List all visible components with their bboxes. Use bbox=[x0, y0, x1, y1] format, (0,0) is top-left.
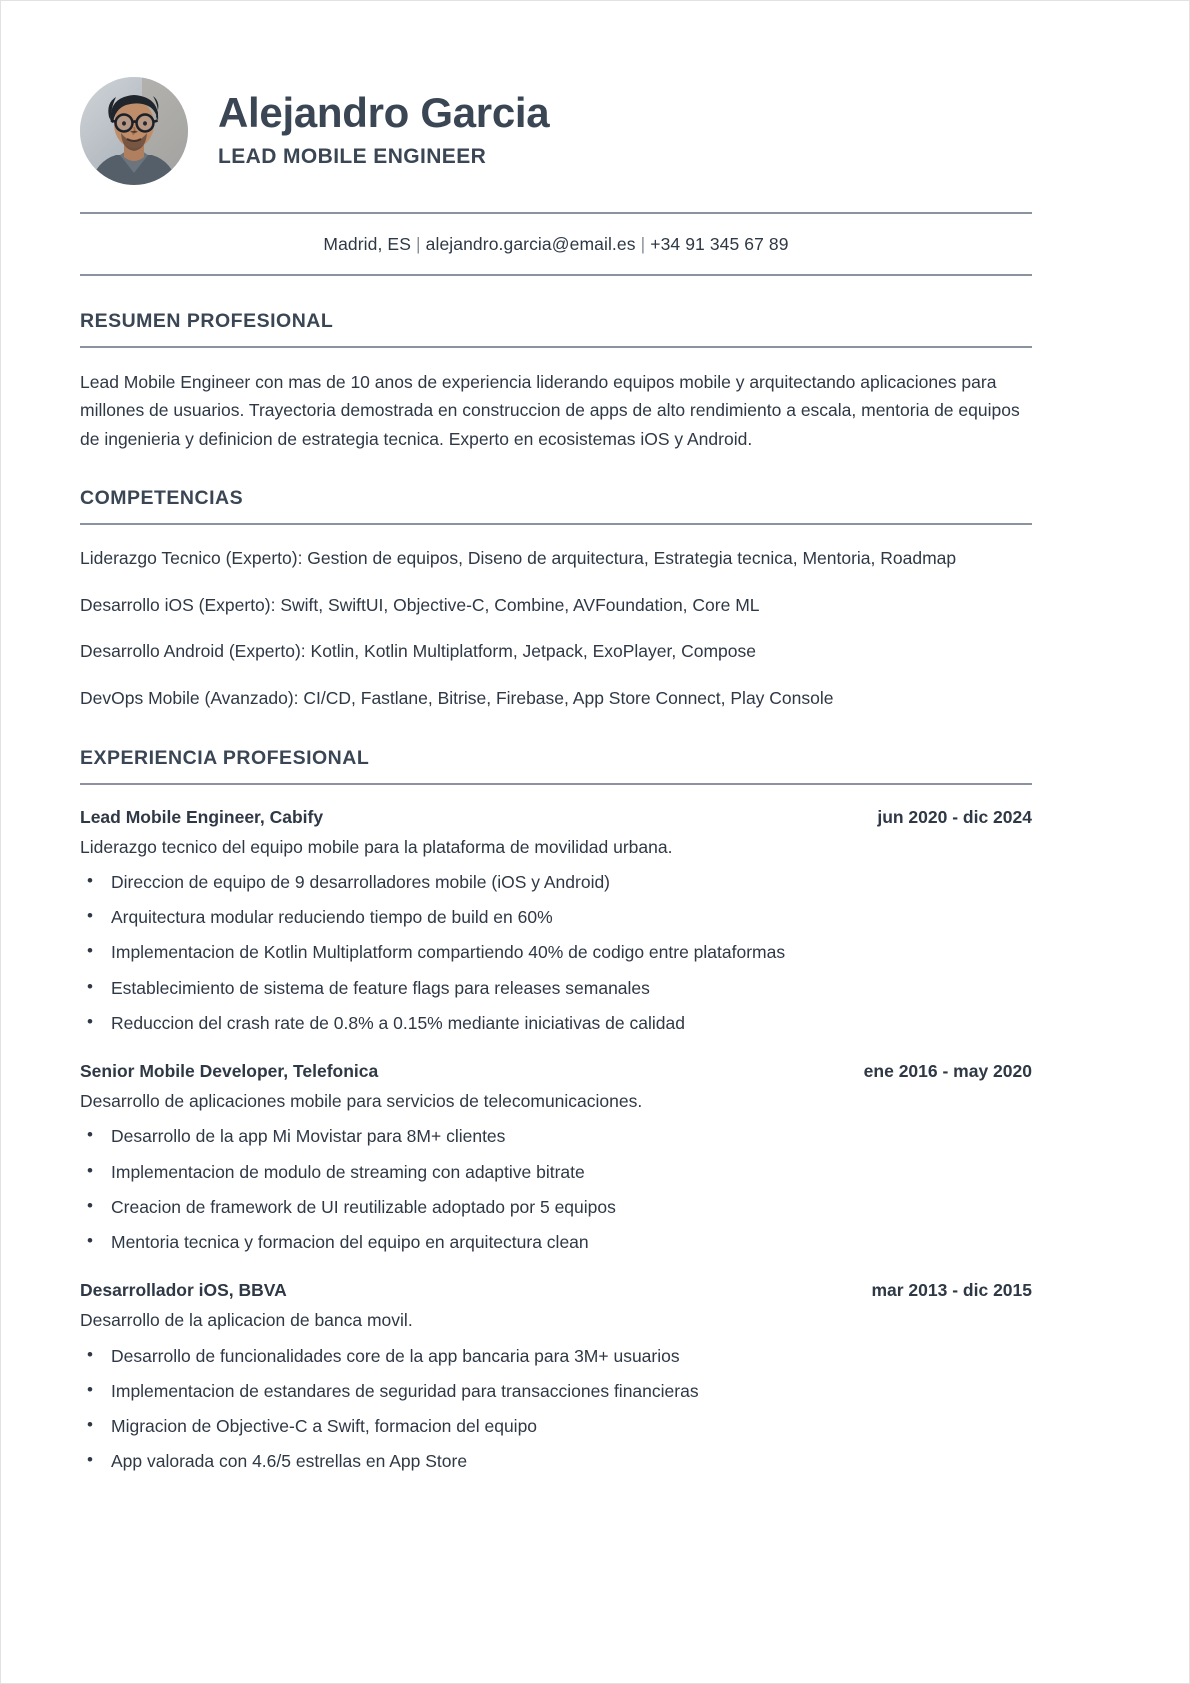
job-title: Desarrollador iOS, BBVA bbox=[80, 1280, 287, 1301]
job-bullet bbox=[80, 904, 1032, 930]
job-bullet-list bbox=[80, 1343, 1032, 1475]
job-bullet bbox=[80, 1010, 1032, 1036]
candidate-name: Alejandro Garcia bbox=[218, 88, 550, 136]
contact-line bbox=[80, 214, 1032, 274]
job-description: Liderazgo tecnico del equipo mobile para la plataforma de movilidad urbana. bbox=[80, 836, 673, 857]
section-rule-skills bbox=[80, 523, 1032, 525]
resume-header bbox=[80, 1, 1032, 185]
job-bullet-text: Direccion de equipo de 9 desarrolladores mobile (iOS y Android) bbox=[111, 871, 611, 892]
job-bullet-text: App valorada con 4.6/5 estrellas en App Store bbox=[111, 1451, 468, 1472]
bullet-dot-icon: • bbox=[87, 1379, 93, 1399]
bullet-dot-icon: • bbox=[87, 976, 93, 996]
resume-content bbox=[80, 1, 1032, 1475]
skill-line: DevOps Mobile (Avanzado): CI/CD, Fastlane, Bitrise, Firebase, App Store Connect, Play Console bbox=[80, 687, 834, 708]
bullet-dot-icon: • bbox=[87, 1011, 93, 1031]
job-description: Desarrollo de aplicaciones mobile para servicios de telecomunicaciones. bbox=[80, 1091, 643, 1112]
job-bullet-text: Implementacion de modulo de streaming con adaptive bitrate bbox=[111, 1161, 585, 1182]
job-header bbox=[80, 1280, 1032, 1301]
job-bullet-text: Desarrollo de la app Mi Movistar para 8M+ clientes bbox=[111, 1126, 506, 1147]
job-entry bbox=[80, 1061, 1032, 1255]
job-bullet bbox=[80, 869, 1032, 895]
bullet-dot-icon: • bbox=[87, 1160, 93, 1180]
jobs-list bbox=[80, 807, 1032, 1475]
job-bullet-text: Arquitectura modular reduciendo tiempo de build en 60% bbox=[111, 907, 553, 928]
skill-line: Liderazgo Tecnico (Experto): Gestion de equipos, Diseno de arquitectura, Estrategia tecnica, Mentoria, Roadmap bbox=[80, 548, 957, 569]
job-bullet bbox=[80, 1413, 1032, 1439]
header-text bbox=[218, 88, 1032, 171]
bullet-dot-icon: • bbox=[87, 1195, 93, 1215]
bullet-dot-icon: • bbox=[87, 1344, 93, 1364]
job-bullet bbox=[80, 1448, 1032, 1474]
section-title-experience: EXPERIENCIA PROFESIONAL bbox=[80, 746, 370, 769]
job-bullet bbox=[80, 939, 1032, 965]
job-header bbox=[80, 1061, 1032, 1082]
contact-separator-1: | bbox=[415, 234, 421, 254]
contact-email[interactable]: alejandro.garcia@email.es bbox=[425, 234, 636, 254]
section-rule-experience bbox=[80, 783, 1032, 785]
bullet-dot-icon: • bbox=[87, 1231, 93, 1251]
candidate-subtitle: LEAD MOBILE ENGINEER bbox=[218, 145, 487, 169]
job-bullet bbox=[80, 1159, 1032, 1185]
section-experience bbox=[80, 747, 1032, 1475]
job-bullet bbox=[80, 975, 1032, 1001]
job-bullet-text: Reduccion del crash rate de 0.8% a 0.15% mediante iniciativas de calidad bbox=[111, 1012, 685, 1033]
job-bullet-text: Creacion de framework de UI reutilizable adoptado por 5 equipos bbox=[111, 1196, 616, 1217]
job-dates: ene 2016 - may 2020 bbox=[863, 1061, 1032, 1082]
contact-separator-2: | bbox=[640, 234, 646, 254]
job-bullet bbox=[80, 1194, 1032, 1220]
job-dates: jun 2020 - dic 2024 bbox=[877, 806, 1032, 827]
skills-list bbox=[80, 545, 1032, 713]
summary-text: Lead Mobile Engineer con mas de 10 anos de experiencia liderando equipos mobile y arquitectando aplicaciones para millones de usuarios. Trayectoria demostrada en construccion de apps de alto rendimiento a escala, mentoria de equipos de ingenieria y definicion de estrategia tecnica. Experto en ecosistemas iOS y Android. bbox=[80, 372, 1020, 449]
job-bullet-text: Implementacion de estandares de seguridad para transacciones financieras bbox=[111, 1380, 699, 1401]
skill-line: Desarrollo iOS (Experto): Swift, SwiftUI, Objective-C, Combine, AVFoundation, Core ML bbox=[80, 594, 760, 615]
job-bullet-text: Migracion de Objective-C a Swift, formacion del equipo bbox=[111, 1416, 538, 1437]
bullet-dot-icon: • bbox=[87, 941, 93, 961]
section-title-skills: COMPETENCIAS bbox=[80, 487, 244, 510]
section-rule-summary bbox=[80, 346, 1032, 348]
job-bullet bbox=[80, 1378, 1032, 1404]
bullet-dot-icon: • bbox=[87, 870, 93, 890]
job-bullet bbox=[80, 1229, 1032, 1255]
section-skills bbox=[80, 487, 1032, 713]
skill-line: Desarrollo Android (Experto): Kotlin, Kotlin Multiplatform, Jetpack, ExoPlayer, Compose bbox=[80, 641, 756, 662]
avatar bbox=[80, 77, 188, 185]
job-title: Senior Mobile Developer, Telefonica bbox=[80, 1061, 379, 1082]
job-dates: mar 2013 - dic 2015 bbox=[871, 1280, 1032, 1301]
bullet-dot-icon: • bbox=[87, 1450, 93, 1470]
section-summary bbox=[80, 310, 1032, 453]
job-bullet-text: Implementacion de Kotlin Multiplatform compartiendo 40% de codigo entre plataformas bbox=[111, 942, 786, 963]
job-description: Desarrollo de la aplicacion de banca movil. bbox=[80, 1310, 413, 1331]
section-title-summary: RESUMEN PROFESIONAL bbox=[80, 310, 334, 332]
job-title: Lead Mobile Engineer, Cabify bbox=[80, 806, 324, 827]
job-entry bbox=[80, 1280, 1032, 1474]
job-bullet-list bbox=[80, 869, 1032, 1036]
job-bullet-list bbox=[80, 1123, 1032, 1255]
header-divider-bottom bbox=[80, 274, 1032, 276]
bullet-dot-icon: • bbox=[87, 1415, 93, 1435]
job-header bbox=[80, 807, 1032, 828]
job-bullet-text: Desarrollo de funcionalidades core de la app bancaria para 3M+ usuarios bbox=[111, 1345, 680, 1366]
bullet-dot-icon: • bbox=[87, 1125, 93, 1145]
job-bullet bbox=[80, 1343, 1032, 1369]
job-entry bbox=[80, 807, 1032, 1037]
bullet-dot-icon: • bbox=[87, 906, 93, 926]
contact-location: Madrid, ES bbox=[323, 234, 411, 254]
contact-phone[interactable]: +34 91 345 67 89 bbox=[650, 234, 789, 254]
job-bullet-text: Mentoria tecnica y formacion del equipo en arquitectura clean bbox=[111, 1232, 589, 1253]
job-bullet bbox=[80, 1123, 1032, 1149]
job-bullet-text: Establecimiento de sistema de feature flags para releases semanales bbox=[111, 977, 650, 998]
